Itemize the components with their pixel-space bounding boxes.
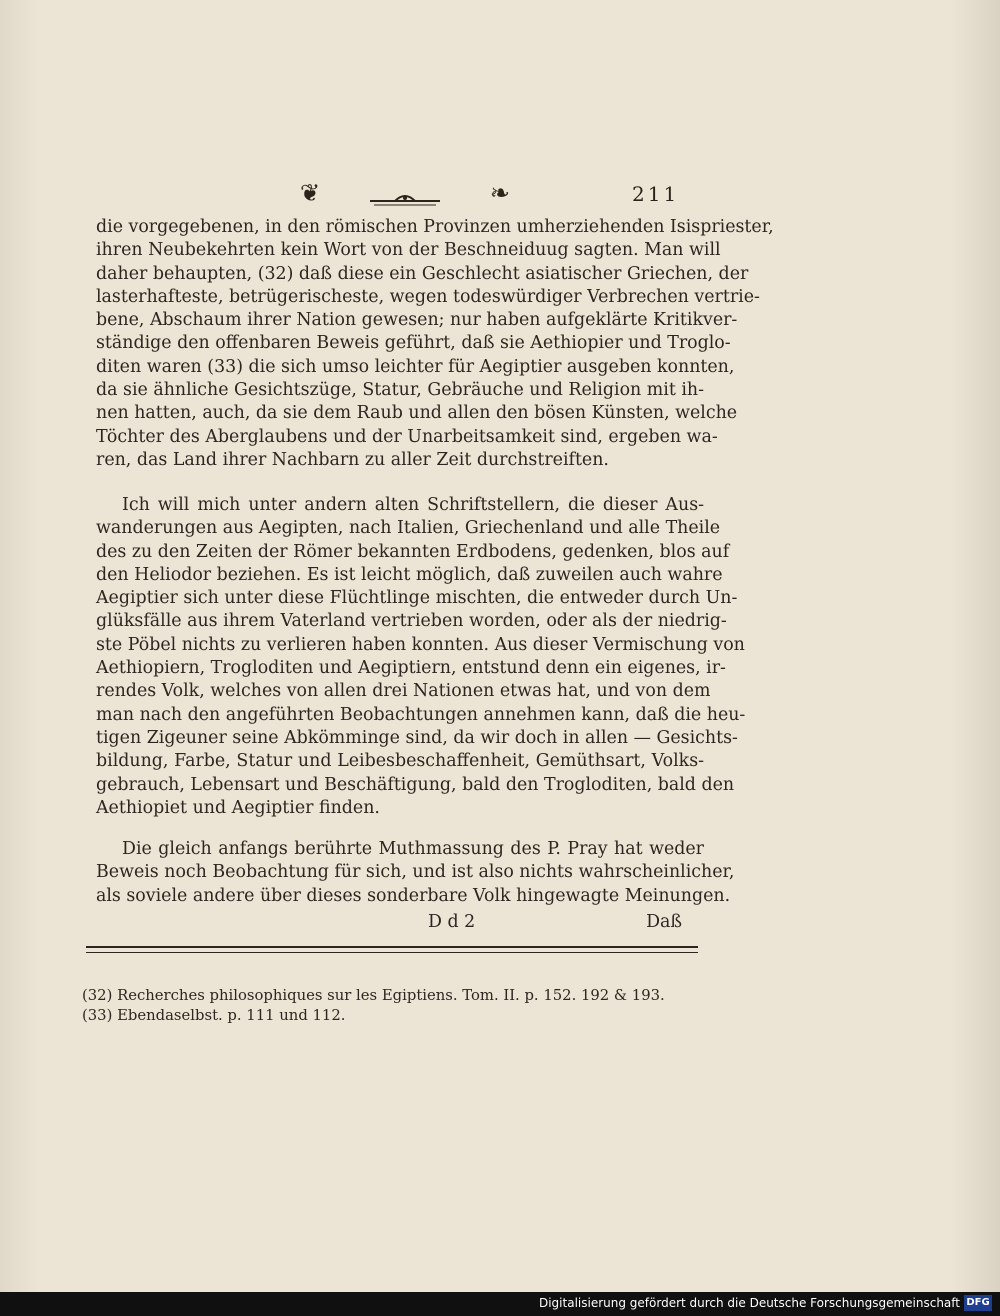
paragraph-2: [96, 494, 746, 820]
text-line: nen hatten, auch, da sie dem Raub und allen den bösen Künsten, welche: [96, 403, 738, 424]
fleuron-right-icon: ❧: [489, 179, 510, 207]
text-line: glüksfälle aus ihrem Vaterland vertrieben worden, oder als der niedrig-: [96, 611, 727, 632]
text-line: rendes Volk, welches von allen drei Nationen etwas hat, und von dem: [96, 681, 711, 702]
text-line: Aethiopiern, Trogloditen und Aegiptiern, entstund denn ein eigenes, ir-: [96, 658, 726, 679]
text-line: die vorgegebenen, in den römischen Provinzen umherziehenden Isispriester,: [96, 217, 774, 237]
signature-mark: D d 2: [428, 912, 476, 932]
text-line: man nach den angeführten Beobachtungen annehmen kann, daß die heu-: [96, 704, 746, 725]
paragraph-1: [96, 216, 774, 472]
text-line: lasterhafteste, betrügerischeste, wegen todeswürdiger Verbrechen vertrie-: [96, 286, 760, 307]
text-line: Aegiptier sich unter diese Flüchtlinge mischten, die entweder durch Un-: [96, 588, 738, 609]
page-number: 211: [632, 182, 680, 206]
text-line: den Heliodor beziehen. Es ist leicht möglich, daß zuweilen auch wahre: [96, 564, 723, 585]
text-line: Töchter des Aberglaubens und der Unarbeitsamkeit sind, ergeben wa-: [96, 426, 718, 447]
fleuron-center-icon: [370, 186, 440, 200]
footnotes: [82, 986, 702, 1026]
text-line: Die gleich anfangs berührte Muthmassung des P. Pray hat weder: [122, 839, 704, 859]
text-line: Beweis noch Beobachtung für sich, und ist also nichts wahrscheinlicher,: [96, 862, 735, 883]
footer-credit: Digitalisierung gefördert durch die Deutsche Forschungsgemeinschaft: [538, 1296, 960, 1310]
fleuron-left-icon: ❦: [300, 179, 321, 207]
text-line: ihren Neubekehrten kein Wort von der Beschneiduug sagten. Man will: [96, 240, 721, 261]
text-line: da sie ähnliche Gesichtszüge, Statur, Gebräuche und Religion mit ih-: [96, 380, 704, 401]
header-ornament: [300, 179, 510, 207]
text-line: bene, Abschaum ihrer Nation gewesen; nur haben aufgeklärte Kritikver-: [96, 310, 738, 331]
text-line: ste Pöbel nichts zu verlieren haben konnten. Aus dieser Vermischung von: [96, 634, 745, 655]
text-line: tigen Zigeuner seine Abkömminge sind, da wir doch in allen — Gesichts-: [96, 727, 738, 748]
paragraph-3: [96, 838, 735, 908]
footnote-33: (33) Ebendaselbst. p. 111 und 112.: [82, 1007, 346, 1024]
text-line: des zu den Zeiten der Römer bekannten Erdbodens, gedenken, blos auf: [96, 541, 730, 562]
text-line: diten waren (33) die sich umso leichter für Aegiptier ausgeben konnten,: [96, 356, 735, 377]
digitization-footer: [0, 1292, 1000, 1316]
text-line: als soviele andere über dieses sonderbare Volk hingewagte Meinungen.: [96, 885, 731, 906]
text-line: daher behaupten, (32) daß diese ein Geschlecht asiatischer Griechen, der: [96, 263, 749, 284]
catchline: [96, 912, 682, 936]
footnote-32: (32) Recherches philosophiques sur les Egiptiens. Tom. II. p. 152. 192 & 193.: [82, 987, 665, 1004]
text-line: bildung, Farbe, Statur und Leibesbeschaffenheit, Gemüthsart, Volks-: [96, 751, 704, 772]
catchword: Daß: [646, 912, 682, 932]
text-line: gebrauch, Lebensart und Beschäftigung, bald den Trogloditen, bald den: [96, 774, 735, 795]
text-line: Ich will mich unter andern alten Schriftstellern, die dieser Aus-: [122, 495, 704, 515]
text-line: ren, das Land ihrer Nachbarn zu aller Zeit durchstreiften.: [96, 449, 609, 470]
text-line: Aethiopiet und Aegiptier finden.: [96, 797, 380, 818]
text-line: wanderungen aus Aegipten, nach Italien, Griechenland und alle Theile: [96, 518, 721, 539]
footnote-rule: [86, 946, 698, 953]
text-line: ständige den offenbaren Beweis geführt, daß sie Aethiopier und Troglo-: [96, 333, 731, 354]
dfg-logo: DFG: [964, 1295, 992, 1311]
